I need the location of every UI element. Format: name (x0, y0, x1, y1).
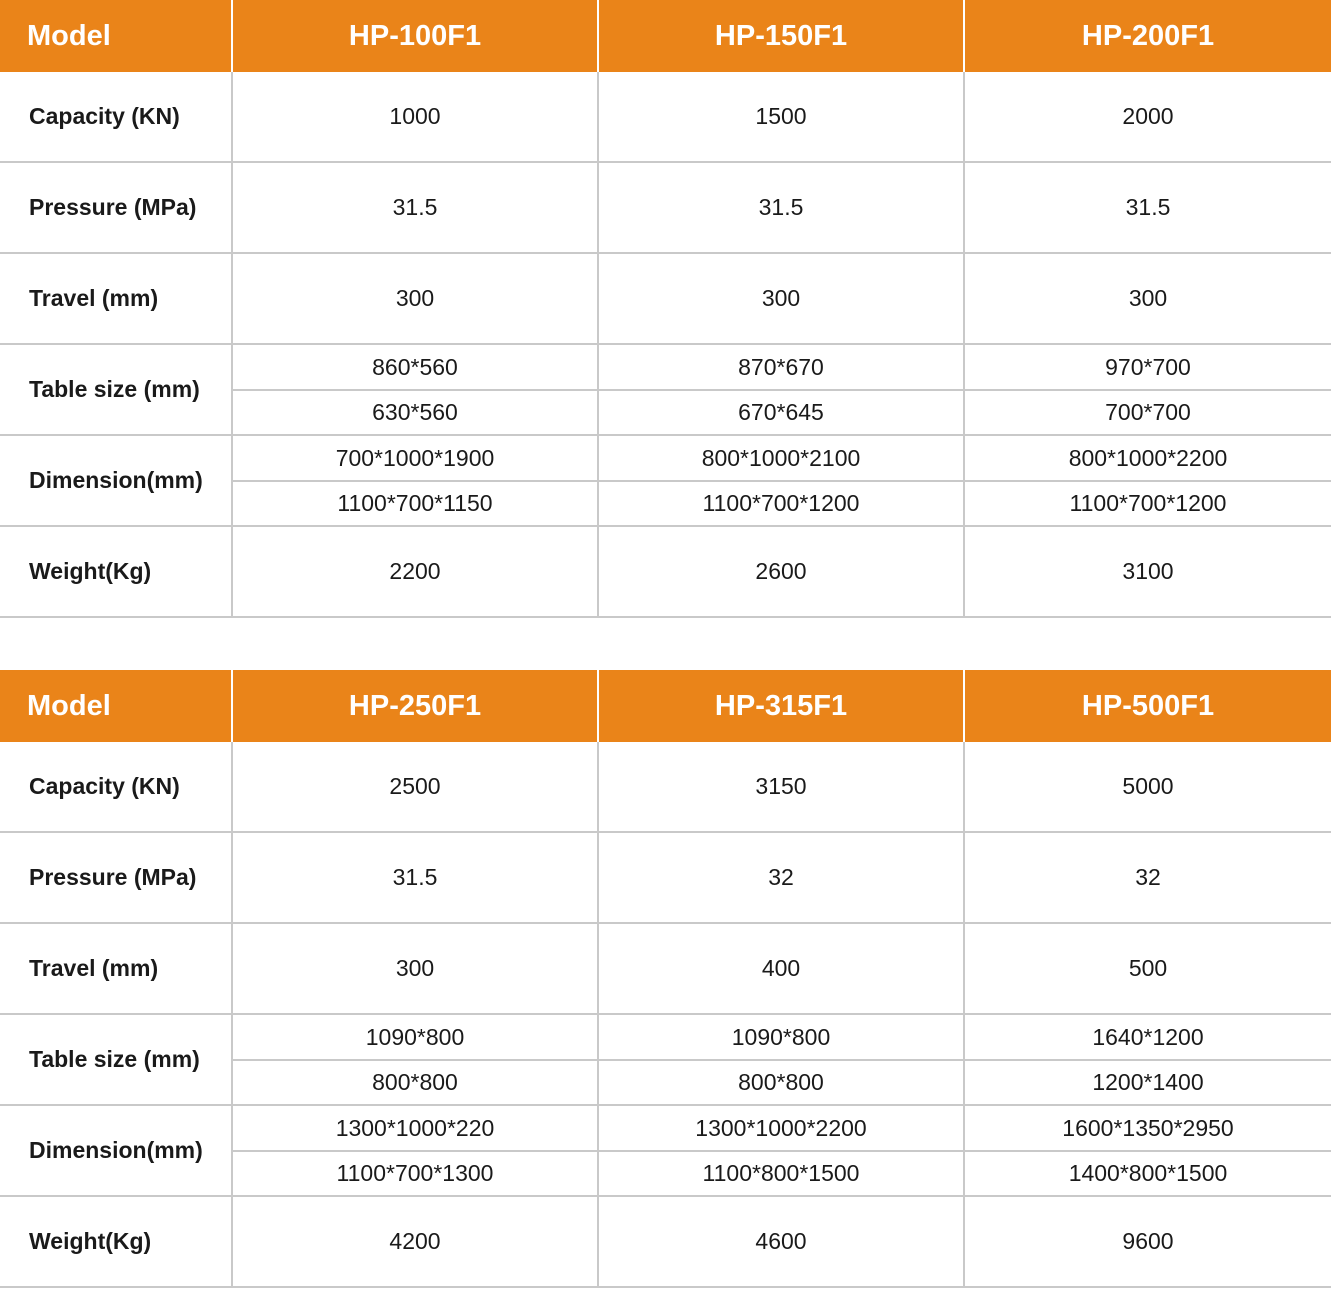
cell-value: 800*1000*2200 (964, 435, 1331, 481)
header-row (0, 670, 1331, 742)
cell-value: 31.5 (598, 162, 964, 253)
cell-value: 670*645 (598, 390, 964, 435)
model-name: HP-200F1 (964, 0, 1331, 72)
row-label: Pressure (MPa) (0, 832, 232, 923)
cell-value: 1300*1000*2200 (598, 1105, 964, 1151)
cell-value: 300 (598, 253, 964, 344)
row-label: Pressure (MPa) (0, 162, 232, 253)
cell-value: 3100 (964, 526, 1331, 617)
model-name: HP-250F1 (232, 670, 598, 742)
cell-value: 31.5 (964, 162, 1331, 253)
cell-value: 5000 (964, 742, 1331, 832)
cell-value: 1400*800*1500 (964, 1151, 1331, 1196)
cell-value: 1100*700*1200 (598, 481, 964, 526)
capacity-row (0, 72, 1331, 162)
weight-row (0, 1196, 1331, 1287)
dimension-row-a (0, 1105, 1331, 1151)
cell-value: 4600 (598, 1196, 964, 1287)
row-label: Capacity (KN) (0, 742, 232, 832)
cell-value: 700*1000*1900 (232, 435, 598, 481)
cell-value: 32 (964, 832, 1331, 923)
model-header-label: Model (0, 670, 232, 742)
cell-value: 2200 (232, 526, 598, 617)
cell-value: 1300*1000*220 (232, 1105, 598, 1151)
cell-value: 800*1000*2100 (598, 435, 964, 481)
pressure-row (0, 162, 1331, 253)
cell-value: 1100*700*1150 (232, 481, 598, 526)
cell-value: 9600 (964, 1196, 1331, 1287)
row-label: Table size (mm) (0, 1014, 232, 1105)
cell-value: 2600 (598, 526, 964, 617)
row-label: Capacity (KN) (0, 72, 232, 162)
row-label: Table size (mm) (0, 344, 232, 435)
row-label: Weight(Kg) (0, 526, 232, 617)
cell-value: 1100*800*1500 (598, 1151, 964, 1196)
cell-value: 1500 (598, 72, 964, 162)
cell-value: 870*670 (598, 344, 964, 390)
model-header-label: Model (0, 0, 232, 72)
model-name: HP-500F1 (964, 670, 1331, 742)
cell-value: 4200 (232, 1196, 598, 1287)
cell-value: 1090*800 (232, 1014, 598, 1060)
weight-row (0, 526, 1331, 617)
cell-value: 32 (598, 832, 964, 923)
cell-value: 970*700 (964, 344, 1331, 390)
cell-value: 3150 (598, 742, 964, 832)
cell-value: 1000 (232, 72, 598, 162)
cell-value: 2500 (232, 742, 598, 832)
cell-value: 860*560 (232, 344, 598, 390)
cell-value: 31.5 (232, 162, 598, 253)
cell-value: 800*800 (232, 1060, 598, 1105)
row-label: Travel (mm) (0, 923, 232, 1014)
cell-value: 1100*700*1200 (964, 481, 1331, 526)
cell-value: 1200*1400 (964, 1060, 1331, 1105)
cell-value: 500 (964, 923, 1331, 1014)
cell-value: 300 (232, 253, 598, 344)
cell-value: 800*800 (598, 1060, 964, 1105)
cell-value: 700*700 (964, 390, 1331, 435)
cell-value: 1640*1200 (964, 1014, 1331, 1060)
row-label: Dimension(mm) (0, 435, 232, 526)
cell-value: 1600*1350*2950 (964, 1105, 1331, 1151)
header-row (0, 0, 1331, 72)
capacity-row (0, 742, 1331, 832)
cell-value: 1090*800 (598, 1014, 964, 1060)
model-name: HP-100F1 (232, 0, 598, 72)
cell-value: 31.5 (232, 832, 598, 923)
cell-value: 300 (964, 253, 1331, 344)
row-label: Travel (mm) (0, 253, 232, 344)
spec-table-1 (0, 0, 1331, 618)
travel-row (0, 253, 1331, 344)
cell-value: 630*560 (232, 390, 598, 435)
model-name: HP-150F1 (598, 0, 964, 72)
cell-value: 300 (232, 923, 598, 1014)
cell-value: 2000 (964, 72, 1331, 162)
table-size-row-a (0, 344, 1331, 390)
pressure-row (0, 832, 1331, 923)
spec-table-2 (0, 670, 1331, 1288)
row-label: Weight(Kg) (0, 1196, 232, 1287)
travel-row (0, 923, 1331, 1014)
cell-value: 400 (598, 923, 964, 1014)
cell-value: 1100*700*1300 (232, 1151, 598, 1196)
table-size-row-a (0, 1014, 1331, 1060)
dimension-row-a (0, 435, 1331, 481)
row-label: Dimension(mm) (0, 1105, 232, 1196)
model-name: HP-315F1 (598, 670, 964, 742)
